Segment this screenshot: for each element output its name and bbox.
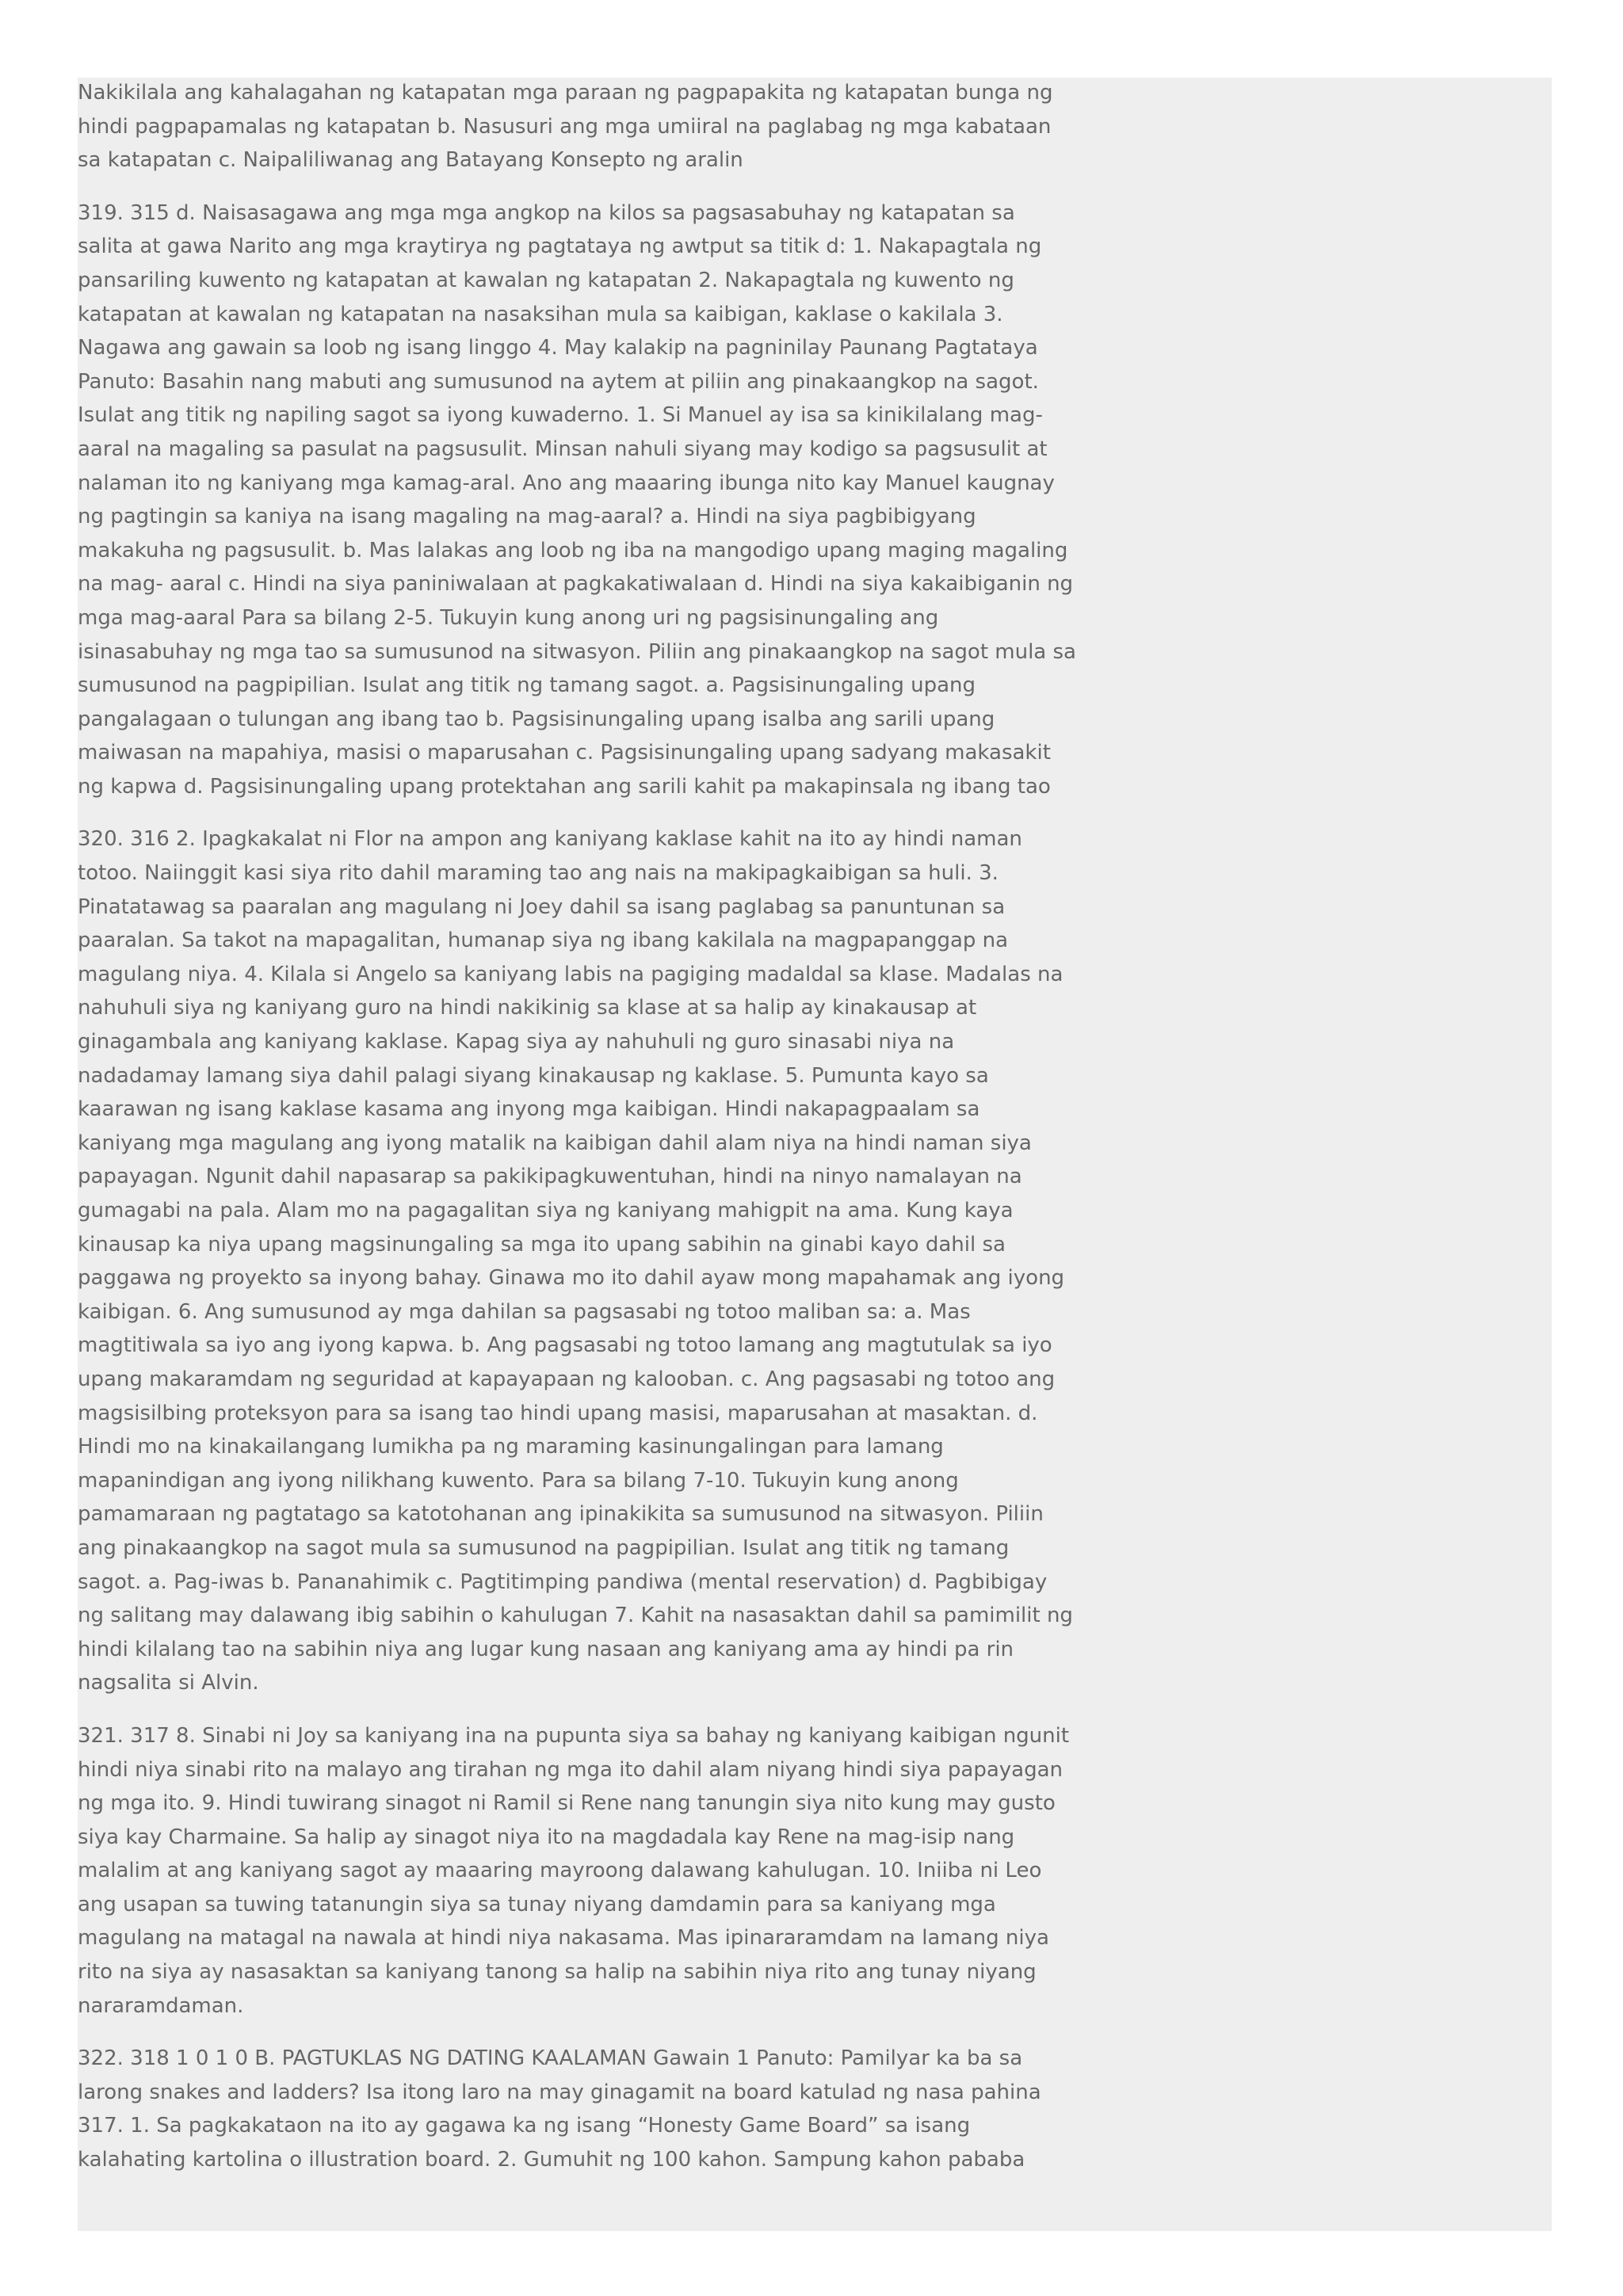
paragraph-page-322: 322. 318 1 0 1 0 B. PAGTUKLAS NG DATING KAALAMAN Gawain 1 Panuto: Pamilyar ka ba sa larong snakes and ladders? Isa itong laro na may ginagamit na board katulad ng nasa pahina 317. 1. Sa pagkakataon na ito ay gagawa ka ng isang “Honesty Game Board” sa isang kalahating kartolina o illustration board. 2. Gumuhit ng 100 kahon. Sampung kahon pababa bbox=[78, 2046, 1041, 2172]
document-body bbox=[78, 76, 1076, 2196]
paragraph-page-319: 319. 315 d. Naisasagawa ang mga mga angkop na kilos sa pagsasabuhay ng katapatan sa salita at gawa Narito ang mga kraytirya ng pagtataya ng awtput sa titik d: 1. Nakapagtala ng pansariling kuwento ng katapatan at kawalan ng katapatan 2. Nakapagtala ng kuwento ng katapatan at kawalan ng katapatan na nasaksihan mula sa kaibigan, kaklase o kakilala 3. Nagawa ang gawain sa loob ng isang linggo 4. May kalakip na pagninilay Paunang Pagtataya Panuto: Basahin nang mabuti ang sumusunod na aytem at piliin ang pinakaangkop na sagot. Isulat ang titik ng napiling sagot sa iyong kuwaderno. 1. Si Manuel ay isa sa kinikilalang mag-aaral na magaling sa pasulat na pagsusulit. Minsan nahuli siyang may kodigo sa pagsusulit at nalaman ito ng kaniyang mga kamag-aral. Ano ang maaaring ibunga nito kay Manuel kaugnay ng pagtingin sa kaniya na isang magaling na mag-aaral? a. Hindi na siya pagbibigyang makakuha ng pagsusulit. b. Mas lalakas ang loob ng iba na mangodigo upang maging magaling na mag- aaral c. Hindi na siya paniniwalaan at pagkakatiwalaan d. Hindi na siya kakaibiganin ng mga mag-aaral Para sa bilang 2-5. Tukuyin kung anong uri ng pagsisinungaling ang isinasabuhay ng mga tao sa sumusunod na sitwasyon. Piliin ang pinakaangkop na sagot mula sa sumusunod na pagpipilian. Isulat ang titik ng tamang sagot. a. Pagsisinungaling upang pangalagaan o tulungan ang ibang tao b. Pagsisinungaling upang isalba ang sarili upang maiwasan na mapahiya, masisi o maparusahan c. Pagsisinungaling upang sadyang makasakit ng kapwa d. Pagsisinungaling upang protektahan ang sarili kahit pa makapinsala ng ibang tao bbox=[78, 200, 1076, 799]
paragraph-page-320: 320. 316 2. Ipagkakalat ni Flor na ampon ang kaniyang kaklase kahit na ito ay hindi naman totoo. Naiinggit kasi siya rito dahil maraming tao ang nais na makipagkaibigan sa huli. 3. Pinatatawag sa paaralan ang magulang ni Joey dahil sa isang paglabag sa panuntunan sa paaralan. Sa takot na mapagalitan, humanap siya ng ibang kakilala na magpapanggap na magulang niya. 4. Kilala si Angelo sa kaniyang labis na pagiging madaldal sa klase. Madalas na nahuhuli siya ng kaniyang guro na hindi nakikinig sa klase at sa halip ay kinakausap at ginagambala ang kaniyang kaklase. Kapag siya ay nahuhuli ng guro sinasabi niya na nadadamay lamang siya dahil palagi siyang kinakausap ng kaklase. 5. Pumunta kayo sa kaarawan ng isang kaklase kasama ang inyong mga kaibigan. Hindi nakapagpaalam sa kaniyang mga magulang ang iyong matalik na kaibigan dahil alam niya na hindi naman siya papayagan. Ngunit dahil napasarap sa pakikipagkuwentuhan, hindi na ninyo namalayan na gumagabi na pala. Alam mo na pagagalitan siya ng kaniyang mahigpit na ama. Kung kaya kinausap ka niya upang magsinungaling sa mga ito upang sabihin na ginabi kayo dahil sa paggawa ng proyekto sa inyong bahay. Ginawa mo ito dahil ayaw mong mapahamak ang iyong kaibigan. 6. Ang sumusunod ay mga dahilan sa pagsasabi ng totoo maliban sa: a. Mas magtitiwala sa iyo ang iyong kapwa. b. Ang pagsasabi ng totoo lamang ang magtutulak sa iyo upang makaramdam ng seguridad at kapayapaan ng kalooban. c. Ang pagsasabi ng totoo ang magsisilbing proteksyon para sa isang tao hindi upang masisi, maparusahan at masaktan. d. Hindi mo na kinakailangang lumikha pa ng maraming kasinungalingan para lamang mapanindigan ang iyong nilikhang kuwento. Para sa bilang 7-10. Tukuyin kung anong pamamaraan ng pagtatago sa katotohanan ang ipinakikita sa sumusunod na sitwasyon. Piliin ang pinakaangkop na sagot mula sa sumusunod na pagpipilian. Isulat ang titik ng tamang sagot. a. Pag-iwas b. Pananahimik c. Pagtitimping pandiwa (mental reservation) d. Pagbibigay ng salitang may dalawang ibig sabihin o kahulugan 7. Kahit na nasasaktan dahil sa pamimilit ng hindi kilalang tao na sabihin niya ang lugar kung nasaan ang kaniyang ama ay hindi pa rin nagsalita si Alvin. bbox=[78, 827, 1073, 1695]
paragraph-objectives: Nakikilala ang kahalagahan ng katapatan mga paraan ng pagpapakita ng katapatan bunga ng hindi pagpapamalas ng katapatan b. Nasusuri ang mga umiiral na paglabag ng mga kabataan sa katapatan c. Naipaliliwanag ang Batayang Konsepto ng aralin bbox=[78, 81, 1053, 173]
paragraph-page-321: 321. 317 8. Sinabi ni Joy sa kaniyang ina na pupunta siya sa bahay ng kaniyang kaibigan ngunit hindi niya sinabi rito na malayo ang tirahan ng mga ito dahil alam niyang hindi siya papayagan ng mga ito. 9. Hindi tuwirang sinagot ni Ramil si Rene nang tanungin siya nito kung may gusto siya kay Charmaine. Sa halip ay sinagot niya ito na magdadala kay Rene na mag-isip nang malalim at ang kaniyang sagot ay maaaring mayroong dalawang kahulugan. 10. Iniiba ni Leo ang usapan sa tuwing tatanungin siya sa tunay niyang damdamin para sa kaniyang mga magulang na matagal na nawala at hindi niya nakasama. Mas ipinararamdam na lamang niya rito na siya ay nasasaktan sa kaniyang tanong sa halip na sabihin niya rito ang tunay niyang nararamdaman. bbox=[78, 1723, 1070, 2018]
